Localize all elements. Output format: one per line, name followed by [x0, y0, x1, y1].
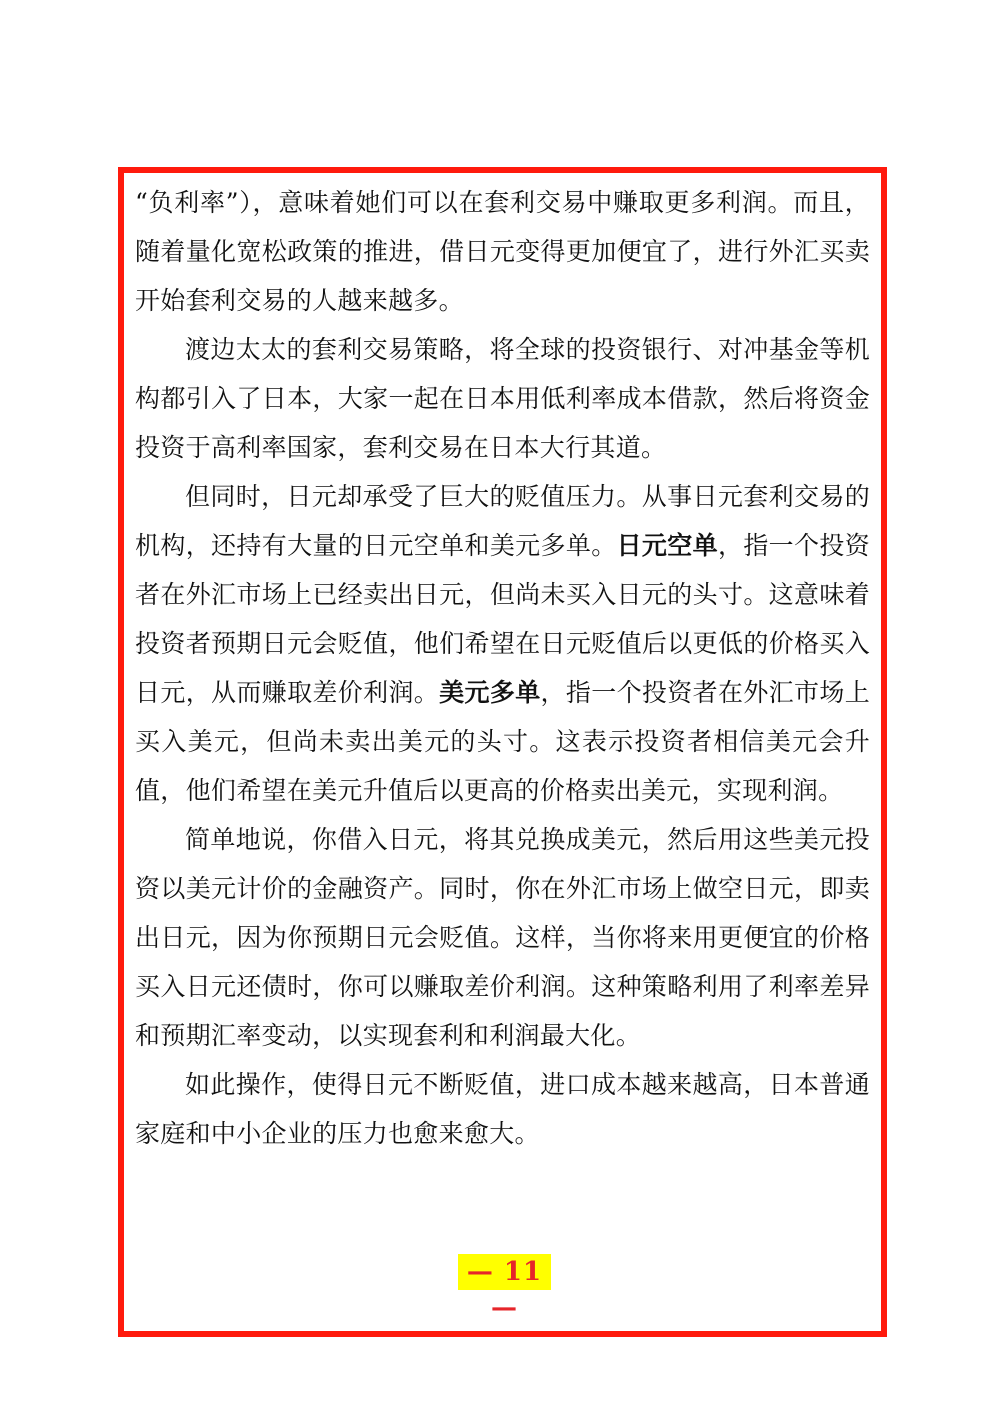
- paragraph-5: 如此操作，使得日元不断贬值，进口成本越来越高，日本普通家庭和中小企业的压力也愈来愈大。: [135, 1070, 870, 1148]
- paragraph-3-text-e: ，指一个投资者在外汇市场上买入美元，但尚未卖出美元的头寸。这表示投资者相信美元会升值，他们希望在美元升值后以更高的价格卖出美元，实现利润。: [135, 678, 870, 805]
- term-usd-long: 美元多单: [439, 678, 541, 707]
- paragraph-1: “负利率”），意味着她们可以在套利交易中赚取更多利润。而且，随着量化宽松政策的推进，借日元变得更加便宜了，进行外汇买卖开始套利交易的人越来越多。: [135, 188, 870, 315]
- term-yen-short: 日元空单: [616, 531, 718, 560]
- document-body: [135, 178, 870, 1158]
- paragraph-4: 简单地说，你借入日元，将其兑换成美元，然后用这些美元投资以美元计价的金融资产。同时，你在外汇市场上做空日元，即卖出日元，因为你预期日元会贬值。这样，当你将来用更便宜的价格买入日元还债时，你可以赚取差价利润。这种策略利用了利率差异和预期汇率变动，以实现套利和利润最大化。: [135, 825, 870, 1050]
- paragraph-3-text-c: ，指一个投资者在外汇市场上已经卖出日元，但尚未买入日元的头寸。这意味着投资者预期日元会贬值，他们希望在日元贬值后以更低的价格买入日元，从而赚取差价利润。: [135, 531, 870, 707]
- page-number: — 11 —: [458, 1254, 551, 1290]
- paragraph-3-text-a: 但同时，日元却承受了巨大的贬值压力。从事日元套利交易的机构，还持有大量的日元空单和美元多单。: [135, 482, 870, 560]
- paragraph-2: 渡边太太的套利交易策略，将全球的投资银行、对冲基金等机构都引入了日本，大家一起在日本用低利率成本借款，然后将资金投资于高利率国家，套利交易在日本大行其道。: [135, 335, 870, 462]
- paragraph-3: [135, 472, 870, 815]
